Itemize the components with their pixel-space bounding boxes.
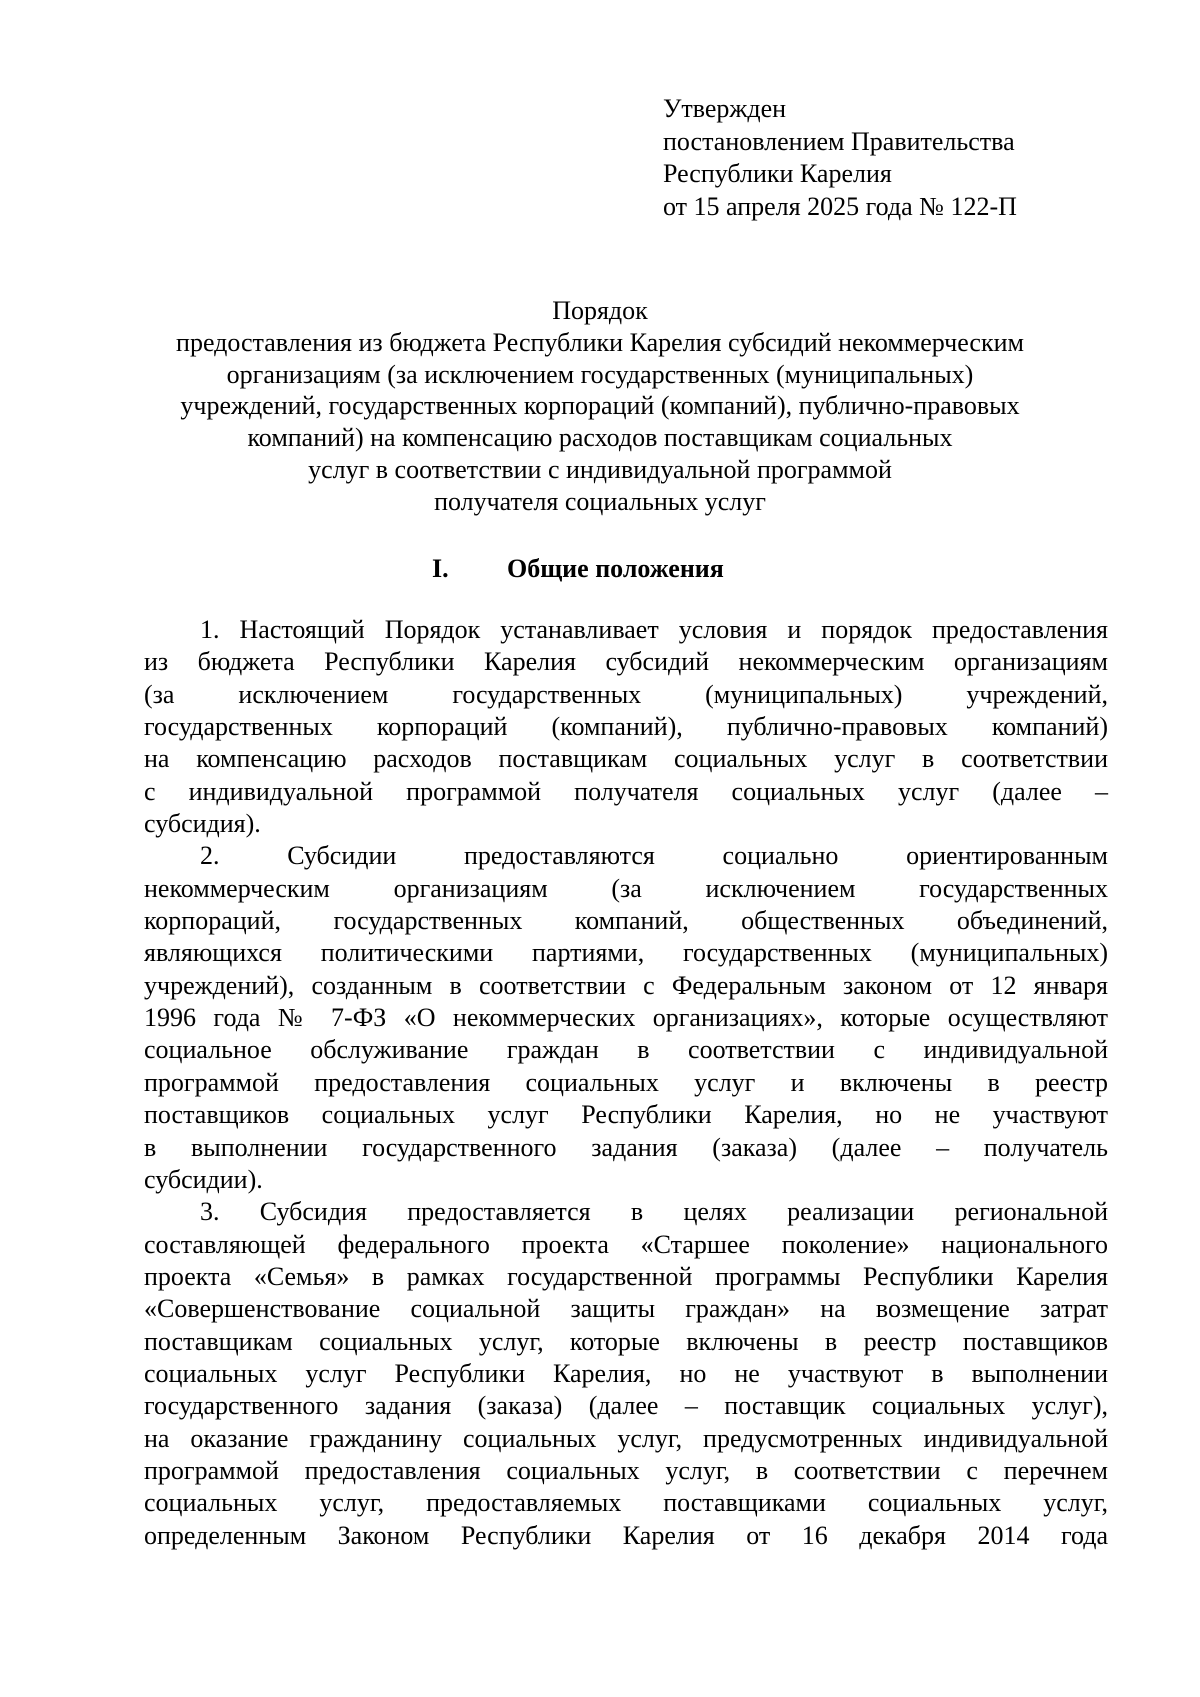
paragraph-1-line: государственных корпораций (компаний), публично-правовых компаний) xyxy=(144,712,1108,742)
paragraph-2-line: социальное обслуживание граждан в соответствии с индивидуальной xyxy=(144,1035,1108,1065)
approval-line-2: постановлением Правительства xyxy=(663,126,1015,156)
paragraph-2-line: некоммерческим организациям (за исключением государственных xyxy=(144,873,1108,903)
document-title xyxy=(100,295,1100,518)
approval-block xyxy=(663,93,1017,223)
paragraph-3-line: определенным Законом Республики Карелия от 16 декабря 2014 года xyxy=(144,1520,1108,1550)
paragraph-2-line: 1996 года № 7-ФЗ «О некоммерческих организациях», которые осуществляют xyxy=(144,1003,1108,1033)
approval-line-1: Утвержден xyxy=(663,94,787,123)
paragraph-3-line: составляющей федерального проекта «Старшее поколение» национального xyxy=(144,1229,1108,1259)
title-line: предоставления из бюджета Республики Карелия субсидий некоммерческим xyxy=(176,327,1024,357)
title-line: учреждений, государственных корпораций (компаний), публично-правовых xyxy=(180,391,1020,421)
title-heading: Порядок xyxy=(552,296,648,325)
paragraph-3-line: государственного задания (заказа) (далее – поставщик социальных услуг), xyxy=(144,1391,1108,1421)
paragraph-1-line: субсидия). xyxy=(144,809,261,839)
paragraph-3-line: «Совершенствование социальной защиты граждан» на возмещение затрат xyxy=(144,1294,1108,1324)
paragraph-2-line: 2. Субсидии предоставляются социально ориентированным xyxy=(200,841,1108,871)
paragraph-3-line: социальных услуг Республики Карелия, но не участвуют в выполнении xyxy=(144,1358,1108,1388)
paragraph-2-line: поставщиков социальных услуг Республики Карелия, но не участвуют xyxy=(144,1100,1108,1130)
section-number: I. xyxy=(432,554,449,583)
section-title: Общие положения xyxy=(507,554,724,583)
paragraph-1-line: с индивидуальной программой получателя социальных услуг (далее – xyxy=(144,776,1108,806)
title-line: компаний) на компенсацию расходов поставщикам социальных xyxy=(247,423,953,453)
paragraph-1-line: на компенсацию расходов поставщикам социальных услуг в соответствии xyxy=(144,744,1108,774)
paragraph-1-line: (за исключением государственных (муниципальных) учреждений, xyxy=(144,679,1108,709)
paragraph-2-line: корпораций, государственных компаний, общественных объединений, xyxy=(144,906,1108,936)
paragraph-3-line: на оказание гражданину социальных услуг, предусмотренных индивидуальной xyxy=(144,1423,1108,1453)
title-line: получателя социальных услуг xyxy=(434,486,766,516)
approval-line-3: Республики Карелия xyxy=(663,159,892,188)
body-text xyxy=(144,614,1108,1552)
paragraph-3-line: проекта «Семья» в рамках государственной программы Республики Карелия xyxy=(144,1261,1108,1291)
paragraph-1-line: 1. Настоящий Порядок устанавливает условия и порядок предоставления xyxy=(200,615,1108,644)
paragraph-2-line: в выполнении государственного задания (заказа) (далее – получатель xyxy=(144,1132,1108,1162)
paragraph-2-line: являющихся политическими партиями, государственных (муниципальных) xyxy=(144,938,1108,968)
paragraph-2-line: учреждений), созданным в соответствии с Федеральным законом от 12 января xyxy=(144,970,1108,1000)
paragraph-3-line: поставщикам социальных услуг, которые включены в реестр поставщиков xyxy=(144,1326,1108,1356)
approval-line-4: от 15 апреля 2025 года № 122-П xyxy=(663,191,1017,221)
title-line: услуг в соответствии с индивидуальной программой xyxy=(308,454,892,484)
paragraph-2-line: программой предоставления социальных услуг и включены в реестр xyxy=(144,1067,1108,1097)
paragraph-3-line: программой предоставления социальных услуг, в соответствии с перечнем xyxy=(144,1455,1108,1485)
paragraph-3-line: социальных услуг, предоставляемых поставщиками социальных услуг, xyxy=(144,1488,1108,1518)
paragraph-3-line: 3. Субсидия предоставляется в целях реализации региональной xyxy=(200,1197,1108,1227)
paragraph-2-line: субсидии). xyxy=(144,1164,263,1194)
title-line: организациям (за исключением государственных (муниципальных) xyxy=(226,359,974,389)
paragraph-1-line: из бюджета Республики Карелия субсидий некоммерческим организациям xyxy=(144,647,1108,677)
